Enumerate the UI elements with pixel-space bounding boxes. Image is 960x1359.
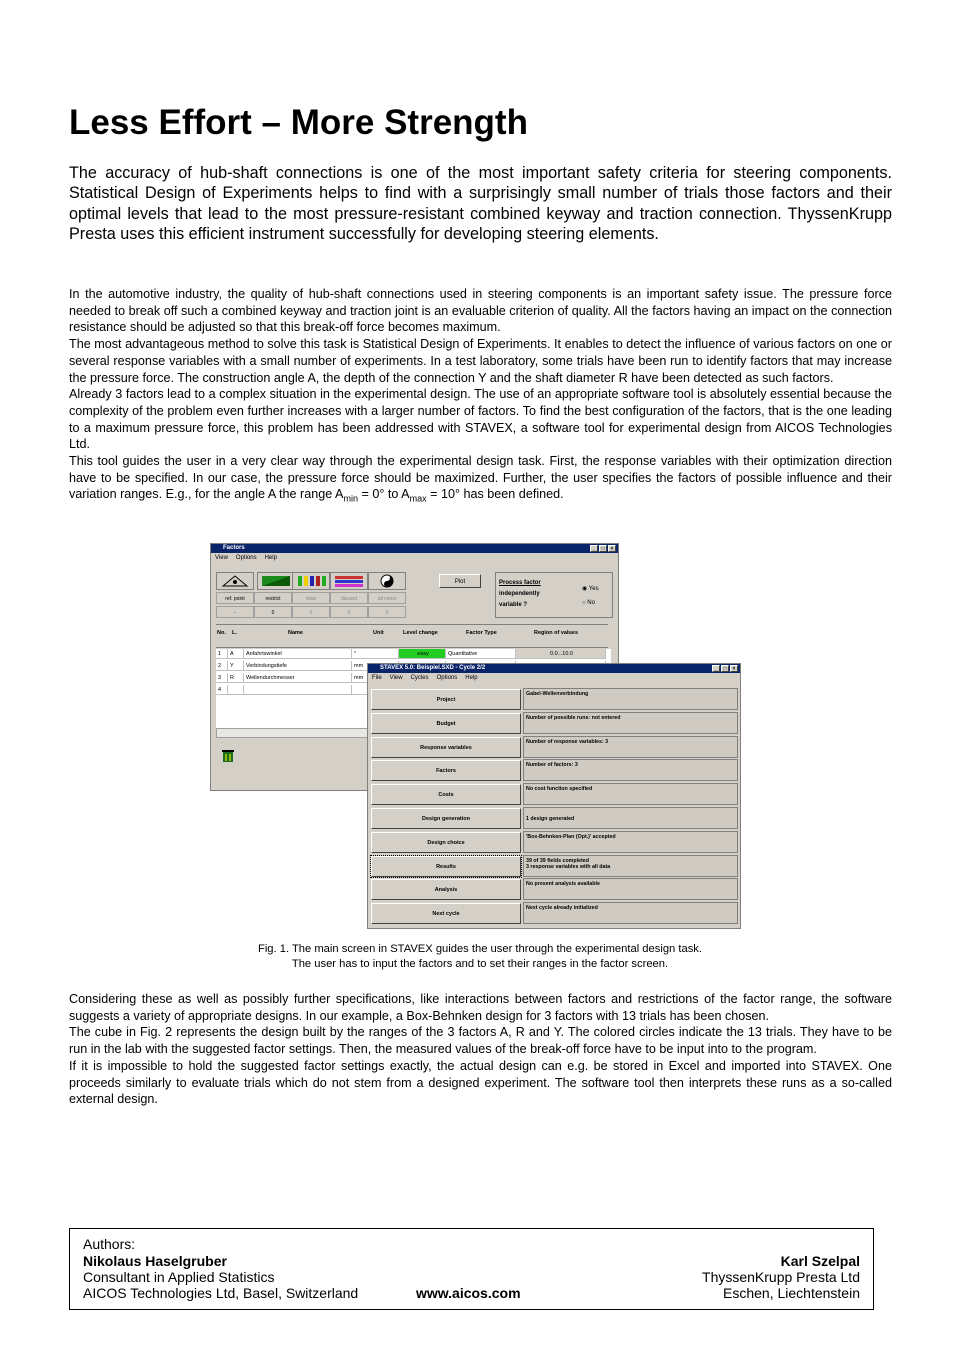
restrict-icon[interactable] — [257, 572, 295, 590]
process-factor-box — [495, 572, 613, 618]
step-info-line: 3 response variables with all data — [526, 863, 611, 870]
menu-item-options[interactable]: Options — [436, 675, 458, 681]
table-cell-level[interactable]: easy — [399, 649, 446, 659]
step-button[interactable]: Design choice — [371, 832, 521, 853]
table-cell-l[interactable]: R — [228, 673, 244, 683]
stavex-title-bar — [368, 664, 740, 673]
restrict-label: restrict — [254, 592, 292, 604]
step-info-line: Gabel-Wellenverbindung — [526, 691, 589, 697]
plot-button[interactable]: Plot — [439, 574, 481, 588]
step-button[interactable]: Analysis — [371, 879, 521, 900]
step-info-line: Next cycle already initialized — [526, 905, 598, 912]
caption-line-1: Fig. 1. The main screen in STAVEX guides the user through the experimental design task. — [257, 943, 702, 955]
ref-point-count: - — [216, 606, 254, 618]
paragraph: The most advantageous method to solve this task is Statistical Design of Experiments. It enables to detect the influence of various factors on one or several response variables with a small number of experiments. In a test laboratory, some trials have been run to identify factors that may increase the pressure force. The construction angle A, the depth of the connection Y and the shaft diameter R have been detected as such factors. — [69, 337, 892, 385]
body-text-top — [69, 286, 892, 508]
table-cell-l[interactable]: A — [228, 649, 244, 659]
step-info — [523, 783, 738, 805]
table-cell-unit[interactable]: ° — [352, 649, 399, 659]
step-info — [523, 807, 738, 829]
menu-item-cycles[interactable]: Cycles — [410, 675, 429, 681]
table-cell-no[interactable]: 3 — [216, 673, 228, 683]
trash-icon[interactable] — [221, 749, 235, 763]
all-const-count: 0 — [368, 606, 406, 618]
stavex-window — [367, 663, 741, 929]
stavex-menubar — [368, 673, 740, 683]
step-info-line: No cost function specified — [526, 786, 593, 793]
ref-point-icon[interactable] — [216, 572, 254, 590]
step-info — [523, 878, 738, 900]
step-info-line: 1 design generated — [526, 816, 575, 822]
author-left-name: Nikolaus Haselgruber — [83, 1253, 227, 1269]
text-run: This tool guides the user in a very clear way through the experimental design task. First, the response variables with their optimization direction have to be specified. In our case, the pressure force should be maximized. Further, the user specifies the factors of possible influence and their variation ranges. E.g., for the angle A the range A — [69, 454, 892, 502]
factors-table-header — [216, 624, 608, 648]
discard-label: discard — [330, 592, 368, 604]
paragraph: In the automotive industry, the quality of hub-shaft connections used in steering components is an important safety issue. The pressure force needed to break off such a combined keyway and traction joint is an evaluable criterion of quality. All the factors having an impact on the connection resistance should be adjusted so that this break-off force becomes maximum. — [69, 287, 892, 335]
ref-point-label: ref. point — [216, 592, 254, 604]
col-unit: Unit — [373, 630, 384, 636]
process-factor-heading: Process factor — [499, 580, 541, 586]
step-info — [523, 712, 738, 734]
menu-item-view[interactable]: View — [215, 555, 228, 561]
table-cell-l[interactable]: Y — [228, 661, 244, 671]
author-right-org: ThyssenKrupp Presta Ltd — [702, 1269, 860, 1285]
step-button[interactable]: Results — [371, 856, 521, 877]
table-cell-name[interactable]: Wellendurchmesser — [244, 673, 352, 683]
body-text-bottom — [69, 991, 892, 1108]
no-label: No — [587, 600, 595, 606]
author-right-place: Eschen, Liechtenstein — [723, 1285, 860, 1301]
minimize-icon[interactable]: _ — [712, 665, 720, 672]
close-icon[interactable]: × — [730, 665, 738, 672]
step-info — [523, 759, 738, 781]
step-info-line: Number of factors: 3 — [526, 762, 578, 769]
authors-label: Authors: — [83, 1236, 136, 1252]
step-info — [523, 831, 738, 853]
menu-item-view[interactable]: View — [389, 675, 403, 681]
intro-paragraph: The accuracy of hub-shaft connections is one of the most important safety criteria for steering components. Statistical Design of Experiments helps to find with a surprisingly small number of trials those factors and their optimal levels that lead to the most pressure-resistant combined keyway and traction connection. ThyssenKrupp Presta uses this efficient instrument successfully for developing steering elements. — [69, 164, 892, 244]
table-cell-name[interactable] — [244, 685, 352, 695]
table-cell-unit[interactable]: mm — [352, 661, 399, 671]
step-button[interactable]: Project — [371, 689, 521, 710]
step-info — [523, 902, 738, 924]
table-cell-no[interactable]: 2 — [216, 661, 228, 671]
step-button[interactable]: Next cycle — [371, 903, 521, 924]
maximize-icon[interactable]: □ — [599, 545, 607, 552]
step-button[interactable]: Factors — [371, 760, 521, 781]
step-info — [523, 855, 738, 877]
process-factor-line2: independently — [499, 591, 540, 597]
paragraph: Already 3 factors lead to a complex situation in the experimental design. The use of an appropriate software tool is absolutely essential because the complexity of the problem even further increases with a larger number of factors. To find the best configuration of the factors, that is the one leading to a maximum pressure force, this problem has been addressed with STAVEX, a software tool for experimental design from AICOS Technologies Ltd. — [69, 387, 892, 452]
menu-item-options[interactable]: Options — [235, 555, 257, 561]
all-const-icon[interactable] — [368, 572, 406, 590]
col-no: No. — [217, 630, 226, 636]
restrict-count: 0 — [254, 606, 292, 618]
paragraph: If it is impossible to hold the suggested factor settings exactly, the actual design can e.g. be stored in Excel and imported into STAVEX. One proceeds similarly to evaluate trials which do not stem from a designed experiment. The software tool then interprets these runs as a so-called external design. — [69, 1058, 892, 1107]
menu-item-help[interactable]: Help — [264, 555, 277, 561]
col-name: Name — [288, 630, 303, 636]
yes-label: Yes — [588, 586, 599, 592]
relax-label: relax — [292, 592, 330, 604]
minimize-icon[interactable]: _ — [590, 545, 598, 552]
relax-icon[interactable] — [292, 572, 330, 590]
paragraph — [69, 453, 892, 508]
figure-caption — [140, 942, 820, 972]
step-button[interactable]: Costs — [371, 784, 521, 805]
author-right-name: Karl Szelpal — [780, 1253, 860, 1269]
step-info — [523, 688, 738, 710]
table-cell-unit[interactable]: mm — [352, 673, 399, 683]
subscript-min: min — [343, 493, 358, 504]
no-radio[interactable]: ○ No — [582, 600, 595, 606]
menu-item-file[interactable]: File — [372, 675, 382, 681]
close-icon[interactable]: × — [608, 545, 616, 552]
factors-menubar — [211, 553, 618, 563]
table-cell-type[interactable]: Quantitative — [446, 649, 516, 659]
yes-radio[interactable]: ◉ Yes — [582, 586, 599, 592]
caption-line-2: The user has to input the factors and to set their ranges in the factor screen. — [291, 958, 669, 970]
horizontal-scrollbar[interactable] — [216, 728, 368, 738]
all-const-label: all const — [368, 592, 406, 604]
step-info-line: 'Box-Behnken-Plan (Opt.)' accepted — [526, 833, 616, 840]
step-button[interactable]: Response variables — [371, 737, 521, 758]
table-cell-no[interactable]: 1 — [216, 649, 228, 659]
step-button[interactable]: Budget — [371, 713, 521, 734]
table-cell-region[interactable]: 0.0...10.0 — [516, 649, 606, 659]
relax-count: 0 — [292, 606, 330, 618]
author-left-role: Consultant in Applied Statistics — [83, 1269, 275, 1285]
maximize-icon[interactable]: □ — [721, 665, 729, 672]
subscript-max: max — [409, 493, 427, 504]
table-cell-name[interactable]: Verbindungstiefe — [244, 661, 352, 671]
step-info-line: 39 of 39 fields completed — [526, 857, 589, 864]
step-info — [523, 736, 738, 758]
table-cell-name[interactable]: Anfahrtswinkel — [244, 649, 352, 659]
text-run: = 10° has been defined. — [426, 487, 564, 502]
paragraph: Considering these as well as possibly further specifications, like interactions between factors and restrictions of the factor range, the software suggests a variety of appropriate designs. In our example, a Box-Behnken design for 3 factors with 13 trials has been chosen. — [69, 992, 892, 1023]
window-title: Factors — [223, 545, 245, 551]
discard-count: 0 — [330, 606, 368, 618]
col-region: Region of values — [534, 630, 579, 636]
col-factor-type: Factor Type — [466, 630, 497, 636]
col-level-change: Level change — [403, 630, 438, 636]
process-factor-line3: variable ? — [499, 602, 528, 608]
factors-title-bar — [211, 544, 618, 553]
website-link[interactable]: www.aicos.com — [416, 1285, 521, 1301]
author-left-org: AICOS Technologies Ltd, Basel, Switzerland — [83, 1285, 359, 1301]
window-title: STAVEX 5.0: Beispiel.SXD - Cycle 2/2 — [380, 665, 486, 671]
step-info-line: Number of response variables: 3 — [526, 738, 609, 745]
discard-icon[interactable] — [330, 572, 368, 590]
text-run: = 0° to A — [357, 487, 410, 502]
step-info-line: Number of possible runs: not entered — [526, 714, 621, 721]
paragraph: The cube in Fig. 2 represents the design built by the ranges of the 3 factors A, R and Y. The colored circles indicate the 13 trials. They have to be run in the lab with the suggested factor settings. Then, the measured values of the break-off force have to be input into to the program. — [69, 1025, 892, 1057]
step-button[interactable]: Design generation — [371, 808, 521, 829]
table-cell-no[interactable]: 4 — [216, 685, 228, 695]
step-info-line: No present analysis available — [526, 881, 600, 888]
authors-box — [69, 1228, 874, 1310]
col-l: L. — [232, 630, 237, 636]
menu-item-help[interactable]: Help — [465, 675, 478, 681]
page-title: Less Effort – More Strength — [69, 103, 528, 142]
table-cell-l[interactable] — [228, 685, 244, 695]
